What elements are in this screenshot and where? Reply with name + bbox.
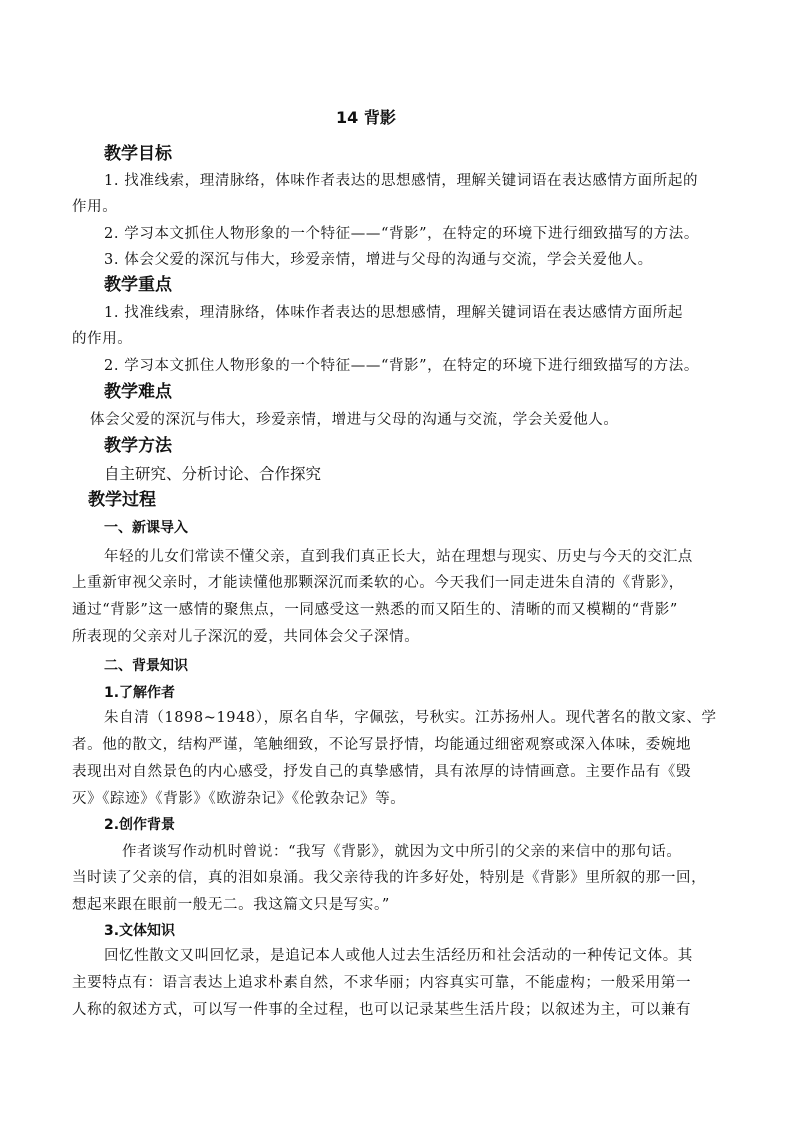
genre-heading: 3.文体知识 <box>104 923 176 939</box>
objective-2: 2. 学习本文抓住人物形象的一个特征——“背影”，在特定的环境下进行细致描写的方法。 <box>104 226 699 242</box>
creation-line-3: 想起来跟在眼前一般无二。我这篇文只是写实。” <box>72 897 390 913</box>
difficulty-heading: 教学难点 <box>104 382 172 402</box>
intro-line-2: 上重新审视父亲时，才能读懂他那颗深沉而柔软的心。今天我们一同走进朱自清的《背影》， <box>72 575 684 591</box>
objective-1-line-1: 1. 找准线索，理清脉络，体味作者表达的思想感情，理解关键词语在表达感情方面所起的 <box>104 173 699 189</box>
intro-line-1: 年轻的儿女们常读不懂父亲，直到我们真正长大，站在理想与现实、历史与今天的交汇点 <box>104 549 693 565</box>
creation-line-2: 当时读了父亲的信，真的泪如泉涌。我父亲待我的许多好处，特别是《背影》里所叙的那一回， <box>72 870 707 886</box>
creation-heading: 2.创作背景 <box>104 817 176 833</box>
author-line-1: 朱自清（1898~1948），原名自华，字佩弦，号秋实。江苏扬州人。现代著名的散文家、学 <box>104 710 717 726</box>
intro-line-3: 通过“背影”这一感情的聚焦点，一同感受这一熟悉的而又陌生的、清晰的而又模糊的“背影” <box>72 602 678 618</box>
author-line-4: 灭》《踪迹》《背影》《欧游杂记》《伦敦杂记》等。 <box>72 791 406 807</box>
keypoints-heading: 教学重点 <box>104 275 172 295</box>
intro-heading: 一、新课导入 <box>104 520 188 536</box>
genre-line-2: 主要特点有：语言表达上追求朴素自然，不求华丽；内容真实可靠，不能虚构；一般采用第一 <box>72 975 692 991</box>
methods-text: 自主研究、分析讨论、合作探究 <box>104 465 322 483</box>
author-line-3: 表现出对自然景色的内心感受，抒发自己的真挚感情，具有浓厚的诗情画意。主要作品有《毁 <box>72 764 692 780</box>
objectives-heading: 教学目标 <box>104 144 172 164</box>
keypoint-1-line-1: 1. 找准线索，理清脉络，体味作者表达的思想感情，理解关键词语在表达感情方面所起 <box>104 305 683 321</box>
keypoint-2: 2. 学习本文抓住人物形象的一个特征——“背影”，在特定的环境下进行细致描写的方法。 <box>104 358 699 374</box>
process-heading: 教学过程 <box>88 490 156 510</box>
author-line-2: 者。他的散文，结构严谨，笔触细致，不论写景抒情，均能通过细密观察或深入体味，委婉地 <box>72 737 692 753</box>
methods-heading: 教学方法 <box>104 436 172 456</box>
difficulty-text: 体会父爱的深沉与伟大，珍爱亲情，增进与父母的沟通与交流，学会关爱他人。 <box>90 412 619 428</box>
objective-1-line-2: 作用。 <box>72 199 118 215</box>
author-heading: 1.了解作者 <box>104 685 176 701</box>
creation-line-1: 作者谈写作动机时曾说：“我写《背影》，就因为文中所引的父亲的来信中的那句话。 <box>122 844 682 860</box>
page-title: 14 背影 <box>336 108 396 127</box>
intro-line-4: 所表现的父亲对儿子深沉的爱，共同体会父子深情。 <box>72 629 420 645</box>
genre-line-3: 人称的叙述方式，可以写一件事的全过程，也可以记录某些生活片段；以叙述为主，可以兼有 <box>72 1002 692 1018</box>
background-heading: 二、背景知识 <box>104 658 188 674</box>
genre-line-1: 回忆性散文又叫回忆录，是追记本人或他人过去生活经历和社会活动的一种传记文体。其 <box>104 948 693 964</box>
objective-3: 3. 体会父爱的深沉与伟大，珍爱亲情，增进与父母的沟通与交流，学会关爱他人。 <box>104 252 653 268</box>
keypoint-1-line-2: 的作用。 <box>72 331 133 347</box>
